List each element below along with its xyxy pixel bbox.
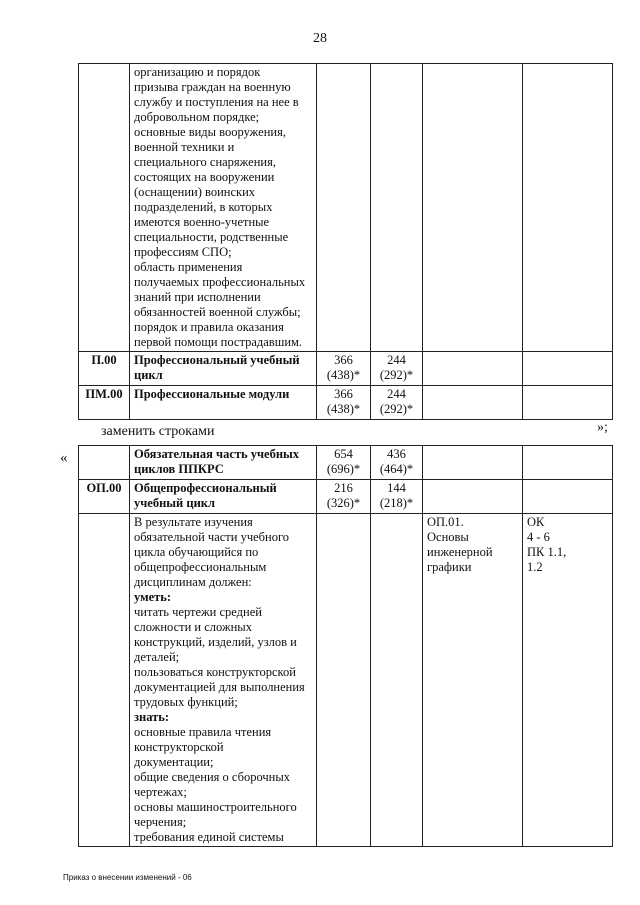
description-text-lines — [134, 515, 312, 845]
text-line: документацией для выполнения — [134, 680, 305, 694]
row-code: ПМ.00 — [79, 386, 130, 420]
text-line: документации; — [134, 755, 214, 769]
text-line: имеются военно-учетные — [134, 215, 270, 229]
text-line: читать чертежи средней — [134, 605, 262, 619]
aud-load-cell — [371, 352, 423, 386]
cell-competency — [523, 352, 613, 386]
table-row-general-professional-cycle — [79, 480, 613, 514]
text-line: порядок и правила оказания — [134, 320, 284, 334]
cell-discipline — [423, 64, 523, 352]
cell-competency — [523, 64, 613, 352]
cell-code — [79, 64, 130, 352]
aud-load-cell — [371, 386, 423, 420]
text-line: службу и поступления на нее в — [134, 95, 299, 109]
text-line: пользоваться конструкторской — [134, 665, 296, 679]
row-title: Профессиональный учебный цикл — [130, 352, 317, 386]
curriculum-table-top — [78, 63, 613, 420]
aud-load-alt: (218)* — [379, 496, 414, 510]
text-line: 4 - 6 — [527, 530, 550, 544]
text-line: ОП.01. — [427, 515, 464, 529]
text-line: добровольном порядке; — [134, 110, 260, 124]
max-load-alt: (438)* — [326, 368, 361, 382]
aud-load-value: 244 — [387, 387, 406, 401]
cell-discipline — [423, 352, 523, 386]
table-row-mandatory-part — [79, 446, 613, 480]
text-line: ПК 1.1, — [527, 545, 567, 559]
cell-max — [317, 64, 371, 352]
text-line: основные правила чтения — [134, 725, 272, 739]
text-line: 1.2 — [527, 560, 543, 574]
text-line: уметь: — [134, 590, 172, 604]
aud-load-cell — [371, 446, 423, 480]
replacement-instruction: заменить строками — [101, 424, 215, 439]
closing-quote: »; — [597, 420, 608, 435]
max-load-cell — [317, 446, 371, 480]
text-line: цикла обучающийся по — [134, 545, 259, 559]
cell-max — [317, 514, 371, 847]
text-line: подразделений, в которых — [134, 200, 273, 214]
table-row-professional-modules — [79, 386, 613, 420]
max-load-alt: (438)* — [326, 402, 361, 416]
text-line: основы машиностроительного — [134, 800, 297, 814]
cell-continuation-text — [130, 64, 317, 352]
max-load-alt: (326)* — [326, 496, 361, 510]
aud-load-alt: (292)* — [379, 402, 414, 416]
max-load-value: 216 — [334, 481, 353, 495]
row-title: Обязательная часть учебных циклов ППКРС — [130, 446, 317, 480]
text-line: знать: — [134, 710, 170, 724]
competency-text-lines — [527, 515, 608, 575]
text-line: сложности и сложных — [134, 620, 252, 634]
text-line: В результате изучения — [134, 515, 253, 529]
cell-discipline — [423, 514, 523, 847]
text-line: получаемых профессиональных — [134, 275, 306, 289]
text-line: графики — [427, 560, 472, 574]
text-line: знаний при исполнении — [134, 290, 261, 304]
text-line: состоящих на вооружении — [134, 170, 275, 184]
cell-aud — [371, 514, 423, 847]
table-row-professional-cycle — [79, 352, 613, 386]
cell-code — [79, 514, 130, 847]
cell-competency — [523, 446, 613, 480]
table-row-continuation — [79, 64, 613, 352]
text-line: черчения; — [134, 815, 187, 829]
text-line: дисциплинам должен: — [134, 575, 252, 589]
text-line: инженерной — [427, 545, 493, 559]
cell-description — [130, 514, 317, 847]
aud-load-value: 144 — [387, 481, 406, 495]
row-code: ОП.00 — [79, 480, 130, 514]
row-code — [79, 446, 130, 480]
text-line: общие сведения о сборочных — [134, 770, 291, 784]
text-line: организацию и порядок — [134, 65, 261, 79]
discipline-text-lines — [427, 515, 518, 575]
text-line: обязательной части учебного — [134, 530, 290, 544]
text-line: обязанностей военной службы; — [134, 305, 301, 319]
text-line: военной техники и — [134, 140, 235, 154]
cell-competency — [523, 514, 613, 847]
continuation-text-lines — [134, 65, 312, 350]
cell-aud — [371, 64, 423, 352]
aud-load-cell — [371, 480, 423, 514]
cell-discipline — [423, 386, 523, 420]
aud-load-alt: (464)* — [379, 462, 414, 476]
text-line: (оснащении) воинских — [134, 185, 256, 199]
text-line: общепрофессиональным — [134, 560, 267, 574]
max-load-cell — [317, 386, 371, 420]
text-line: область применения — [134, 260, 243, 274]
text-line: трудовых функций; — [134, 695, 238, 709]
aud-load-alt: (292)* — [379, 368, 414, 382]
text-line: Основы — [427, 530, 469, 544]
cell-discipline — [423, 446, 523, 480]
page-number: 28 — [313, 31, 327, 46]
text-line: требования единой системы — [134, 830, 284, 844]
aud-load-value: 436 — [387, 447, 406, 461]
max-load-cell — [317, 352, 371, 386]
cell-competency — [523, 480, 613, 514]
cell-discipline — [423, 480, 523, 514]
text-line: первой помощи пострадавшим. — [134, 335, 303, 349]
text-line: ОК — [527, 515, 545, 529]
text-line: конструкций, изделий, узлов и — [134, 635, 297, 649]
text-line: деталей; — [134, 650, 180, 664]
max-load-value: 654 — [334, 447, 353, 461]
footer-caption: Приказ о внесении изменений - 06 — [63, 873, 192, 882]
max-load-cell — [317, 480, 371, 514]
row-code: П.00 — [79, 352, 130, 386]
max-load-value: 366 — [334, 353, 353, 367]
text-line: призыва граждан на военную — [134, 80, 291, 94]
text-line: чертежах; — [134, 785, 187, 799]
max-load-alt: (696)* — [326, 462, 361, 476]
row-title: Профессиональные модули — [130, 386, 317, 420]
cell-competency — [523, 386, 613, 420]
text-line: специального снаряжения, — [134, 155, 276, 169]
opening-quote: « — [60, 450, 68, 466]
table-row-description — [79, 514, 613, 847]
text-line: конструкторской — [134, 740, 224, 754]
aud-load-value: 244 — [387, 353, 406, 367]
text-line: специальности, родственные — [134, 230, 289, 244]
curriculum-table-bottom — [78, 445, 613, 847]
text-line: основные виды вооружения, — [134, 125, 286, 139]
text-line: профессиям СПО; — [134, 245, 232, 259]
row-title: Общепрофессиональный учебный цикл — [130, 480, 317, 514]
max-load-value: 366 — [334, 387, 353, 401]
